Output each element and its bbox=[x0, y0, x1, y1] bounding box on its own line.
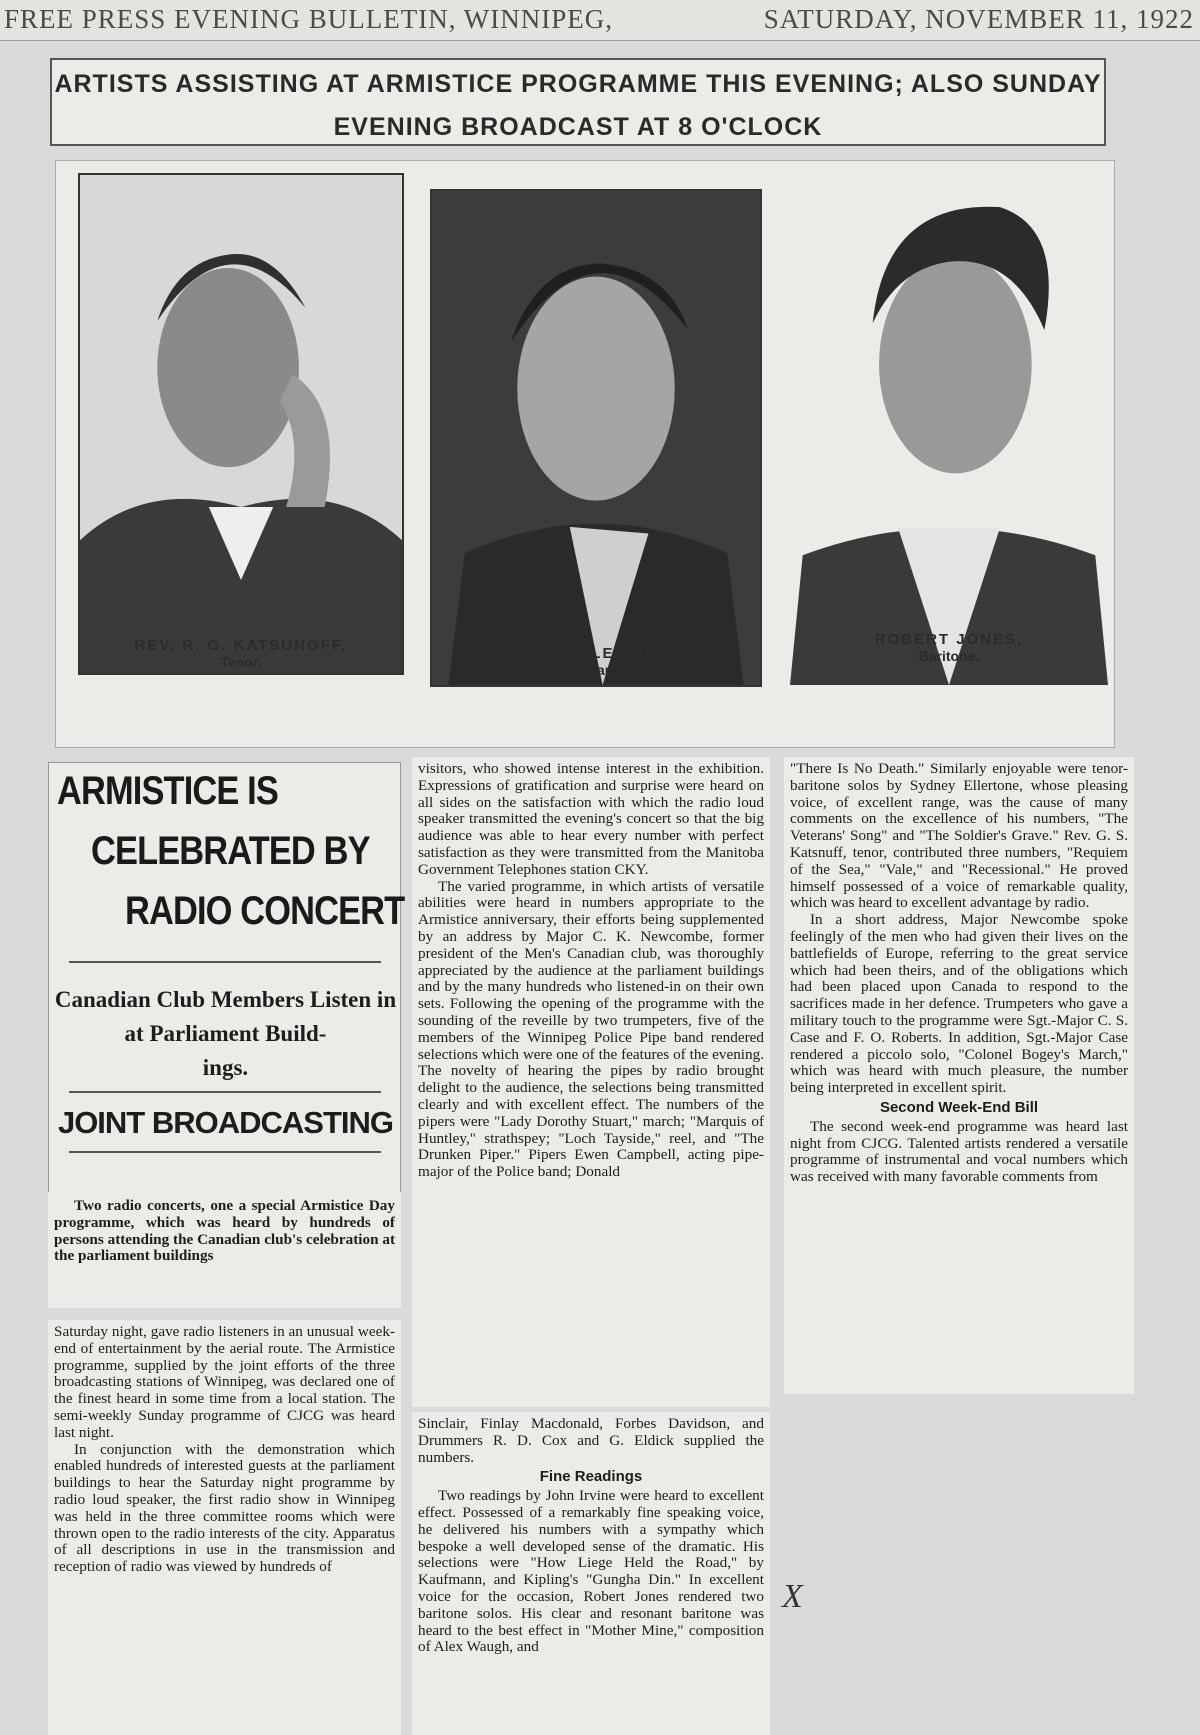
portrait-ellerton bbox=[430, 189, 762, 687]
article-subhead-line-2: at Parliament Build- bbox=[124, 1021, 327, 1046]
portrait-panel bbox=[55, 160, 1115, 748]
column-2-paragraph-1: visitors, who showed intense interest in the exhibition. Expressions of gratification and surprise were heard on all sides on the satisfaction with which the radio loud speaker transmitted the evening's concert so that the big audience was able to hear every number with perfect satisfaction as they were transmitted from the Manitoba Government Telephones station CKY. bbox=[418, 760, 764, 878]
caption-katsunoff bbox=[78, 637, 404, 670]
article-column-2-continued bbox=[412, 1412, 770, 1735]
caption-name: REV. R. G. KATSUNOFF, bbox=[134, 637, 348, 654]
divider bbox=[69, 1091, 381, 1093]
article-column-2 bbox=[412, 757, 770, 1407]
fine-readings-subhead: Fine Readings bbox=[539, 1468, 643, 1486]
article-lead-paragraph: Two radio concerts, one a special Armistice Day programme, which was heard by hundreds of persons attending the Canadian club's celebration at the parliament buildings bbox=[54, 1197, 395, 1265]
caption-jones bbox=[790, 631, 1108, 664]
caption-name: ROBERT JONES, bbox=[874, 631, 1024, 648]
column-3-paragraph-1: "There Is No Death." Similarly enjoyable were tenor-baritone solos by Sydney Ellertone, whose pleasing voice, of excellent range, was the cause of many comments on the excellence of his numbers, "The Veterans' Song" and "The Soldier's Grave." Rev. G. S. Katsnuff, tenor, contributed three numbers, "Requiem of the Sea," "Vale," and "Recessional." He proved himself possessed of a voice of remarkable quality, which was heard to excellent advantage by radio. bbox=[790, 760, 1128, 912]
second-week-end-subhead: Second Week-End Bill bbox=[879, 1098, 1039, 1116]
article-column-3 bbox=[784, 757, 1134, 1394]
article-subhead-line-3: ings. bbox=[202, 1055, 249, 1080]
photo-headline-box bbox=[50, 58, 1106, 146]
caption-voice: Tenor-Baritone. bbox=[544, 662, 648, 678]
column-1-paragraph-2: In conjunction with the demonstration which enabled hundreds of interested guests at the parliament buildings to hear the Saturday night programme by radio loud speaker, the first radio show in Winnipeg was held in the three committee rooms which were thrown open to the radio interests of the city. Apparatus of all descriptions in use in the transmission and reception of radio was viewed by hundreds of bbox=[54, 1440, 395, 1576]
article-column-1 bbox=[48, 1320, 401, 1735]
article-deck: JOINT BROADCASTING bbox=[57, 1105, 394, 1140]
column-1-paragraph-1: Saturday night, gave radio listeners in an unusual week-end of entertainment by the aerial route. The Armistice programme, supplied by the joint efforts of the three broadcasting stations of Winnipeg, was declared one of the finest heard in some time from a local station. The semi-weekly Sunday programme of CJCG was heard last night. bbox=[54, 1323, 395, 1441]
caption-name: S. J. ELLERTON, bbox=[521, 645, 671, 662]
divider bbox=[69, 961, 381, 963]
article-subhead-line-1: Canadian Club Members Listen in bbox=[54, 987, 397, 1012]
divider bbox=[69, 1151, 381, 1153]
photo-headline-line-2: EVENING BROADCAST AT 8 O'CLOCK bbox=[333, 113, 823, 141]
newspaper-masthead bbox=[0, 0, 1200, 41]
article-title-line-1: ARMISTICE IS bbox=[57, 769, 278, 813]
caption-ellerton bbox=[430, 645, 762, 678]
portrait-katsunoff bbox=[78, 173, 404, 675]
masthead-paper-name: FREE PRESS EVENING BULLETIN, WINNIPEG, bbox=[4, 4, 613, 34]
column-3-paragraph-3: The second week-end programme was heard last night from CJCG. Talented artists rendered a versatile programme of instrumental and vocal numbers which was received with many favorable comments from bbox=[790, 1117, 1128, 1186]
caption-voice: Tenor. bbox=[220, 654, 262, 670]
article-title-line-3: RADIO CONCERT bbox=[125, 889, 405, 933]
photo-headline-line-1: ARTISTS ASSISTING AT ARMISTICE PROGRAMME THIS EVENING; ALSO SUNDAY bbox=[54, 70, 1102, 98]
article-title-line-2: CELEBRATED BY bbox=[91, 829, 370, 873]
column-2b-paragraph-2: Two readings by John Irvine were heard to excellent effect. Possessed of a remarkably fine speaking voice, he delivered his numbers with a sympathy which bespoke a well developed sense of the dramatic. His selections were "How Liege Held the Road," by Kaufmann, and Kipling's "Gungha Din." In excellent voice for the occasion, Robert Jones rendered two baritone solos. His clear and resonant baritone was heard to the best effect in "Mother Mine," composition of Alex Waugh, and bbox=[418, 1487, 764, 1656]
portrait-jones bbox=[790, 173, 1108, 685]
article-headline-block bbox=[48, 762, 405, 1196]
column-2b-paragraph-1: Sinclair, Finlay Macdonald, Forbes Davidson, and Drummers R. D. Cox and G. Eldick supplied the numbers. bbox=[418, 1415, 764, 1466]
article-lead-box bbox=[48, 1192, 401, 1308]
column-2-paragraph-2: The varied programme, in which artists of versatile abilities were heard in numbers appropriate to the Armistice anniversary, their efforts being supplemented by an address by Major C. K. Newcombe, former president of the Men's Canadian club, was thoroughly appreciated by the audience at the parliament buildings and by the many hundreds who listened-in on their own sets. Following the opening of the programme with the sounding of the reveille by two trumpeters, five of the members of the Winnipeg Police Pipe band rendered selections which were one of the features of the evening. The novelty of hearing the pipes by radio brought delight to the audience, the selections being transmitted clearly and with excellent effect. The numbers of the pipers were "Lady Dorothy Stuart," march; "Marquis of Huntley," strathspey; "Loch Tayside," reel, and "The Drunken Piper." Pipers Ewen Campbell, acting pipe-major of the Police band; Donald bbox=[418, 877, 764, 1181]
handwritten-x-mark: X bbox=[782, 1578, 803, 1615]
masthead-date: SATURDAY, NOVEMBER 11, 1922 bbox=[763, 4, 1194, 34]
column-3-paragraph-2: In a short address, Major Newcombe spoke feelingly of the men who had given their lives on the battlefields of Europe, referring to the great service which had been theirs, and of the obligations which had been placed upon Canada to respond to the sacrifices made in her defence. Trumpeters who gave a military touch to the programme were Sgt.-Major C. S. Case and F. O. Roberts. In addition, Sgt.-Major Case rendered a piccolo solo, "Colonel Bogey's March," which was heard with much pleasure, the number being interpreted in excellent spirit. bbox=[790, 911, 1128, 1097]
caption-voice: Baritone. bbox=[918, 648, 980, 664]
